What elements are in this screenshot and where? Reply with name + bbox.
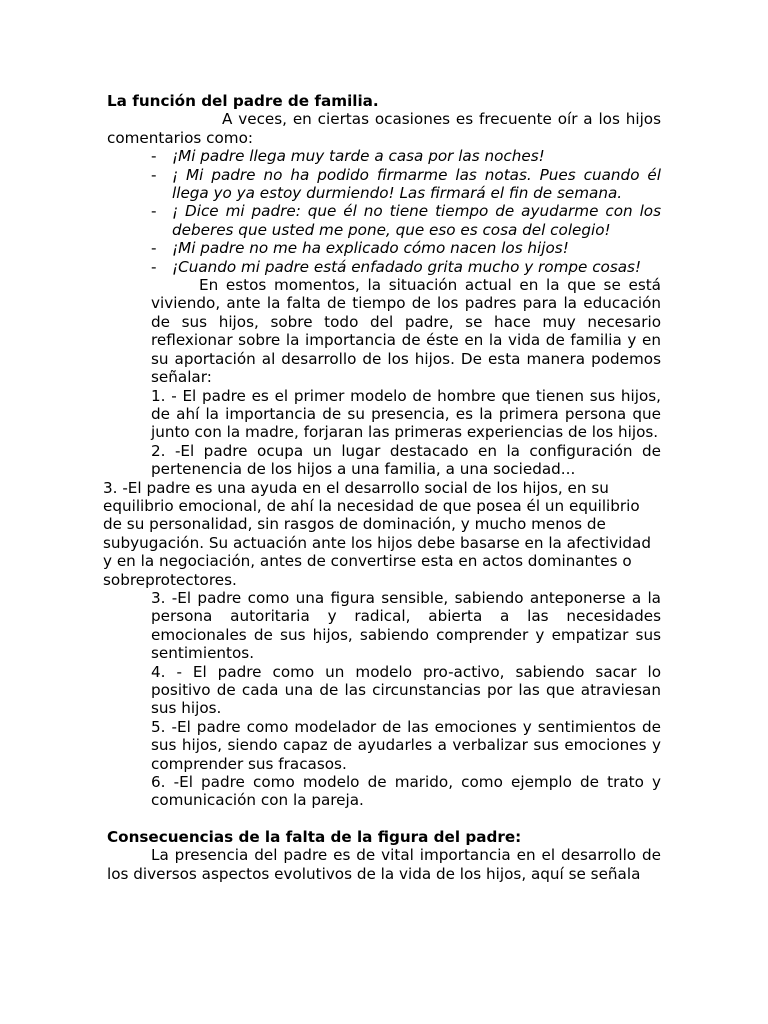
- quote-item: - ¡Cuando mi padre está enfadado grita mucho y rompe cosas!: [151, 257, 642, 276]
- section-heading-function: La función del padre de familia.: [107, 92, 379, 110]
- point-1: 1. - El padre es el primer modelo de hombre que tienen sus hijos, de ahí la importancia de su presencia, es la primera persona que junto con la madre, forjaran las primeras experiencias de los hijos.: [151, 386, 661, 442]
- quote-item: - ¡ Dice mi padre: que él no tiene tiempo de ayudarme con los deberes que usted me pone, que eso es cosa del colegio!: [151, 202, 661, 239]
- closing-paragraph: La presencia del padre es de vital importancia en el desarrollo de los diversos aspectos evolutivos de la vida de los hijos, aquí se señala: [107, 846, 661, 883]
- point-5: 5. -El padre como modelador de las emociones y sentimientos de sus hijos, siendo capaz de ayudarles a verbalizar sus emociones y comprender sus fracasos.: [151, 717, 661, 773]
- quotes-list: [107, 147, 661, 276]
- point-4: 4. - El padre como un modelo pro-activo, sabiendo sacar lo positivo de cada una de las circunstancias por las que atraviesan sus hijos.: [151, 662, 661, 718]
- bullet-dash: -: [151, 202, 157, 221]
- point-2: 2. -El padre ocupa un lugar destacado en la configuración de pertenencia de los hijos a una familia, a una sociedad...: [151, 441, 661, 479]
- document-body: [103, 92, 661, 883]
- bullet-dash: -: [151, 257, 157, 276]
- quote-item: - ¡ Mi padre no ha podido firmarme las notas. Pues cuando él llega yo ya estoy durmiendo! Las firmará el fin de semana.: [151, 165, 661, 203]
- point-6: 6. -El padre como modelo de marido, como ejemplo de trato y comunicación con la pareja.: [151, 773, 661, 810]
- quote-item: - ¡Mi padre no me ha explicado cómo nacen los hijos!: [151, 239, 569, 258]
- bullet-dash: -: [151, 239, 157, 258]
- reflection-paragraph: En estos momentos, la situación actual en la que se está viviendo, ante la falta de tiempo de los padres para la educación de sus hijos, sobre todo del padre, se hace muy necesario reflexionar sobre la importancia de éste en la vida de familia y en su aportación al desarrollo de los hijos. De esta manera podemos señalar:: [151, 276, 661, 387]
- section-heading-consequences: Consecuencias de la falta de la figura del padre:: [107, 827, 522, 846]
- point-3-social: 3. -El padre es una ayuda en el desarrollo social de los hijos, en su equilibrio emocional, de ahí la necesidad de que posea él un equilibrio de su personalidad, sin rasgos de dominación, y mucho menos de subyugación. Su actuación ante los hijos debe basarse en la afectividad y en la negociación, antes de convertirse esta en actos dominantes o sobreprotectores.: [103, 478, 652, 589]
- bullet-dash: -: [151, 165, 157, 184]
- section-spacer: [107, 810, 661, 828]
- bullet-dash: -: [151, 147, 157, 166]
- intro-paragraph: A veces, en ciertas ocasiones es frecuente oír a los hijos comentarios como:: [107, 110, 661, 147]
- quote-item: - ¡Mi padre llega muy tarde a casa por las noches!: [151, 147, 545, 166]
- point-3-sensible: 3. -El padre como una figura sensible, sabiendo anteponerse a la persona autoritaria y radical, abierta a las necesidades emocionales de sus hijos, sabiendo comprender y empatizar sus sentimientos.: [151, 588, 661, 663]
